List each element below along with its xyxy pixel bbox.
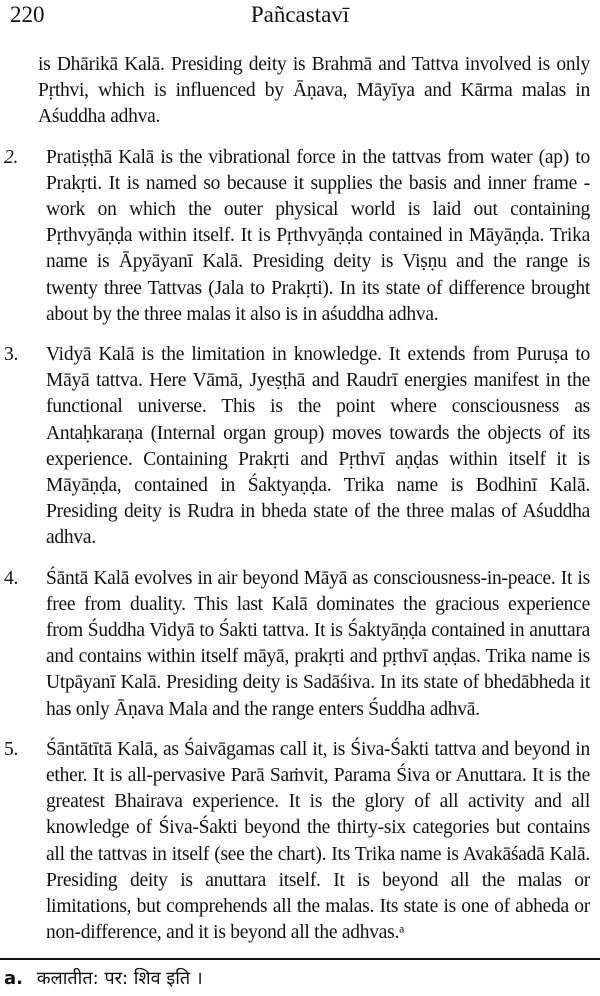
page-body (0, 52, 600, 961)
item-number: 5. (4, 738, 19, 760)
paragraph-continuation (0, 52, 600, 131)
item-number: 3. (4, 344, 19, 366)
list-item-3 (0, 342, 600, 552)
footnote-mark: a. (4, 968, 23, 989)
item-number: 2. (4, 146, 19, 168)
item-number: 4. (4, 567, 19, 589)
paragraph-text: Śāntātītā Kalā, as Śaivāgamas call it, is Śiva-Śakti tattva and beyond in ether. It is all-pervasive Parā Saṁvit, Parama Śiva or Anuttara. It is the greatest Bhairava experience. It is the glory of all activity and all knowledge of Śiva-Śakti beyond the thirty-six categories but contains all the tattvas in itself (see the chart). Its Trika name is Avakāśadā Kalā. Presiding deity is anuttara itself. It is beyond all the malas or limitations, but comprehends all the malas. Its state is one of abheda or non-difference, and it is beyond all the adhvas.ᵃ (46, 738, 590, 944)
page-number: 220 (10, 2, 45, 27)
paragraph-text: Pratiṣṭhā Kalā is the vibrational force in the tattvas from water (ap) to Prakṛti. It is named so because it supplies the basis and inner frame -work on which the outer physical world is laid out containing Pṛthvyāṇḍa within itself. It is Pṛthvyāṇḍa contained in Māyāṇḍa. Trika name is Āpyāyanī Kalā. Presiding deity is Viṣṇu and the range is twenty three Tattvas (Jala to Prakṛti). In its state of difference brought about by the three malas it also is in aśuddha adhva. (46, 146, 590, 325)
footnote-divider (0, 958, 600, 960)
paragraph-text: Vidyā Kalā is the limitation in knowledge. It extends from Puruṣa to Māyā tattva. Here Vāmā, Jyeṣṭhā and Raudrī energies manifest in the functional universe. This is the point where consciousness as Antaḥkaraṇa (Internal organ group) moves towards the objects of its experience. Containing Prakṛti and Pṛthvī aṇḍas within itself it is Māyāṇḍa, contained in Śaktyaṇḍa. Trika name is Bodhinī Kalā. Presiding deity is Rudra in bheda state of the three malas of Aśuddha adhva. (46, 344, 590, 549)
list-item-5 (0, 737, 600, 947)
list-item-2 (0, 145, 600, 328)
running-title: Pañcastavī (250, 2, 350, 27)
list-item-4 (0, 566, 600, 723)
paragraph-text: is Dhārikā Kalā. Presiding deity is Brahmā and Tattva involved is only Pṛthvi, which is influenced by Āṇava, Māyīya and Kārma malas in Aśuddha adhva. (38, 54, 590, 128)
page-header (0, 0, 600, 32)
paragraph-text: Śāntā Kalā evolves in air beyond Māyā as consciousness-in-peace. It is free from duality. This last Kalā dominates the gracious experience from Śuddha Vidyā to Śakti tattva. It is Śaktyāṇḍa contained in anuttara and contains within itself māyā, prakṛti and pṛthvī aṇḍas. Trika name is Utpāyanī Kalā. Presiding deity is Sadāśiva. In its state of bhedābheda it has only Āṇava Mala and the range enters Śuddha adhvā. (46, 567, 590, 720)
footnote-text: कलातीत: पर: शिव इति । (36, 968, 203, 989)
footnote (4, 966, 594, 992)
